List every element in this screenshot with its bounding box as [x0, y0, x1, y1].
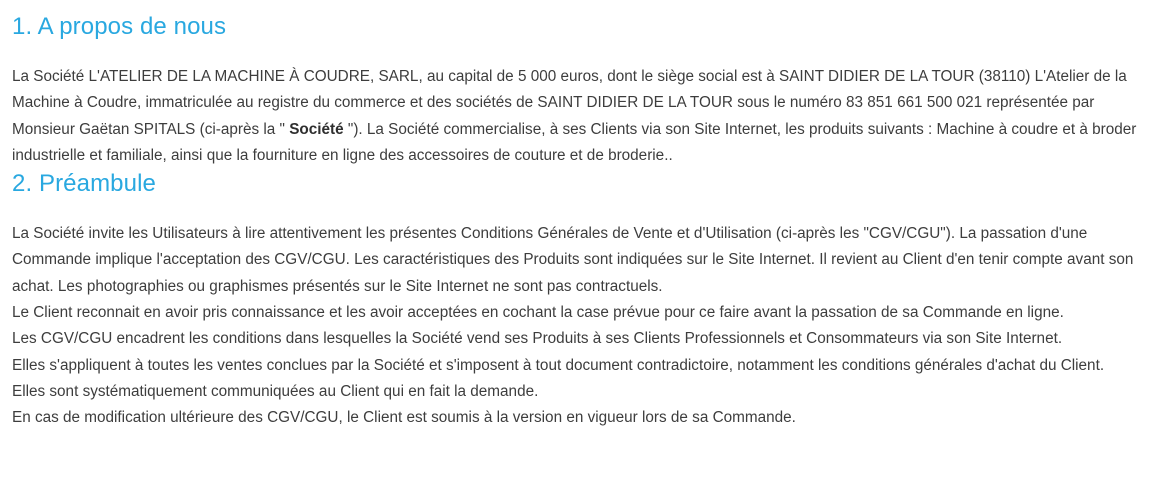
paragraph: Le Client reconnait en avoir pris connaissance et les avoir acceptées en cochant la case prévue pour ce faire avant la passation de sa Commande en ligne.: [12, 304, 1064, 322]
paragraph: Les CGV/CGU encadrent les conditions dans lesquelles la Société vend ses Produits à ses Clients Professionnels et Consommateurs via son Site Internet.: [12, 330, 1063, 348]
paragraph: Elles sont systématiquement communiquées au Client qui en fait la demande.: [12, 382, 539, 400]
section-heading-preambule: 2. Préambule: [12, 170, 156, 198]
section-body-a-propos-de-nous: [12, 64, 1137, 169]
section-heading-a-propos-de-nous: 1. A propos de nous: [12, 13, 227, 40]
section-body-preambule: [12, 221, 1137, 431]
paragraph: Elles s'appliquent à toutes les ventes conclues par la Société et s'imposent à tout document contradictoire, notamment les conditions générales d'achat du Client.: [12, 356, 1105, 374]
paragraph: En cas de modification ultérieure des CGV/CGU, le Client est soumis à la version en vigueur lors de sa Commande.: [12, 409, 796, 427]
paragraph: [12, 64, 1137, 169]
paragraph-text-part: La Société L'ATELIER DE LA MACHINE À COUDRE, SARL, au capital de 5 000 euros, dont le siège social est à SAINT DIDIER DE LA TOUR (38110) L'Atelier de la Machine à Coudre, immatriculée au registre du commerce et des sociétés de SAINT DIDIER DE LA TOUR sous le numéro 83 851 661 500 021 représentée par Monsieur Gaëtan SPITALS (ci-après la ": [12, 68, 1127, 138]
paragraph-bold-term: Société: [289, 120, 344, 138]
paragraph-text-part: "). La Société commercialise, à ses Clients via son Site Internet, les produits suivants : Machine à coudre et à broder industrielle et familiale, ainsi que la fourniture en ligne des accessoires de couture et de broderie..: [12, 120, 1137, 164]
paragraph: La Société invite les Utilisateurs à lire attentivement les présentes Conditions Générales de Vente et d'Utilisation (ci-après les "CGV/CGU"). La passation d'une Commande implique l'acceptation des CGV/CGU. Les caractéristiques des Produits sont indiquées sur le Site Internet. Il revient au Client d'en tenir compte avant son achat. Les photographies ou graphismes présentés sur le Site Internet ne sont pas contractuels.: [12, 225, 1134, 295]
